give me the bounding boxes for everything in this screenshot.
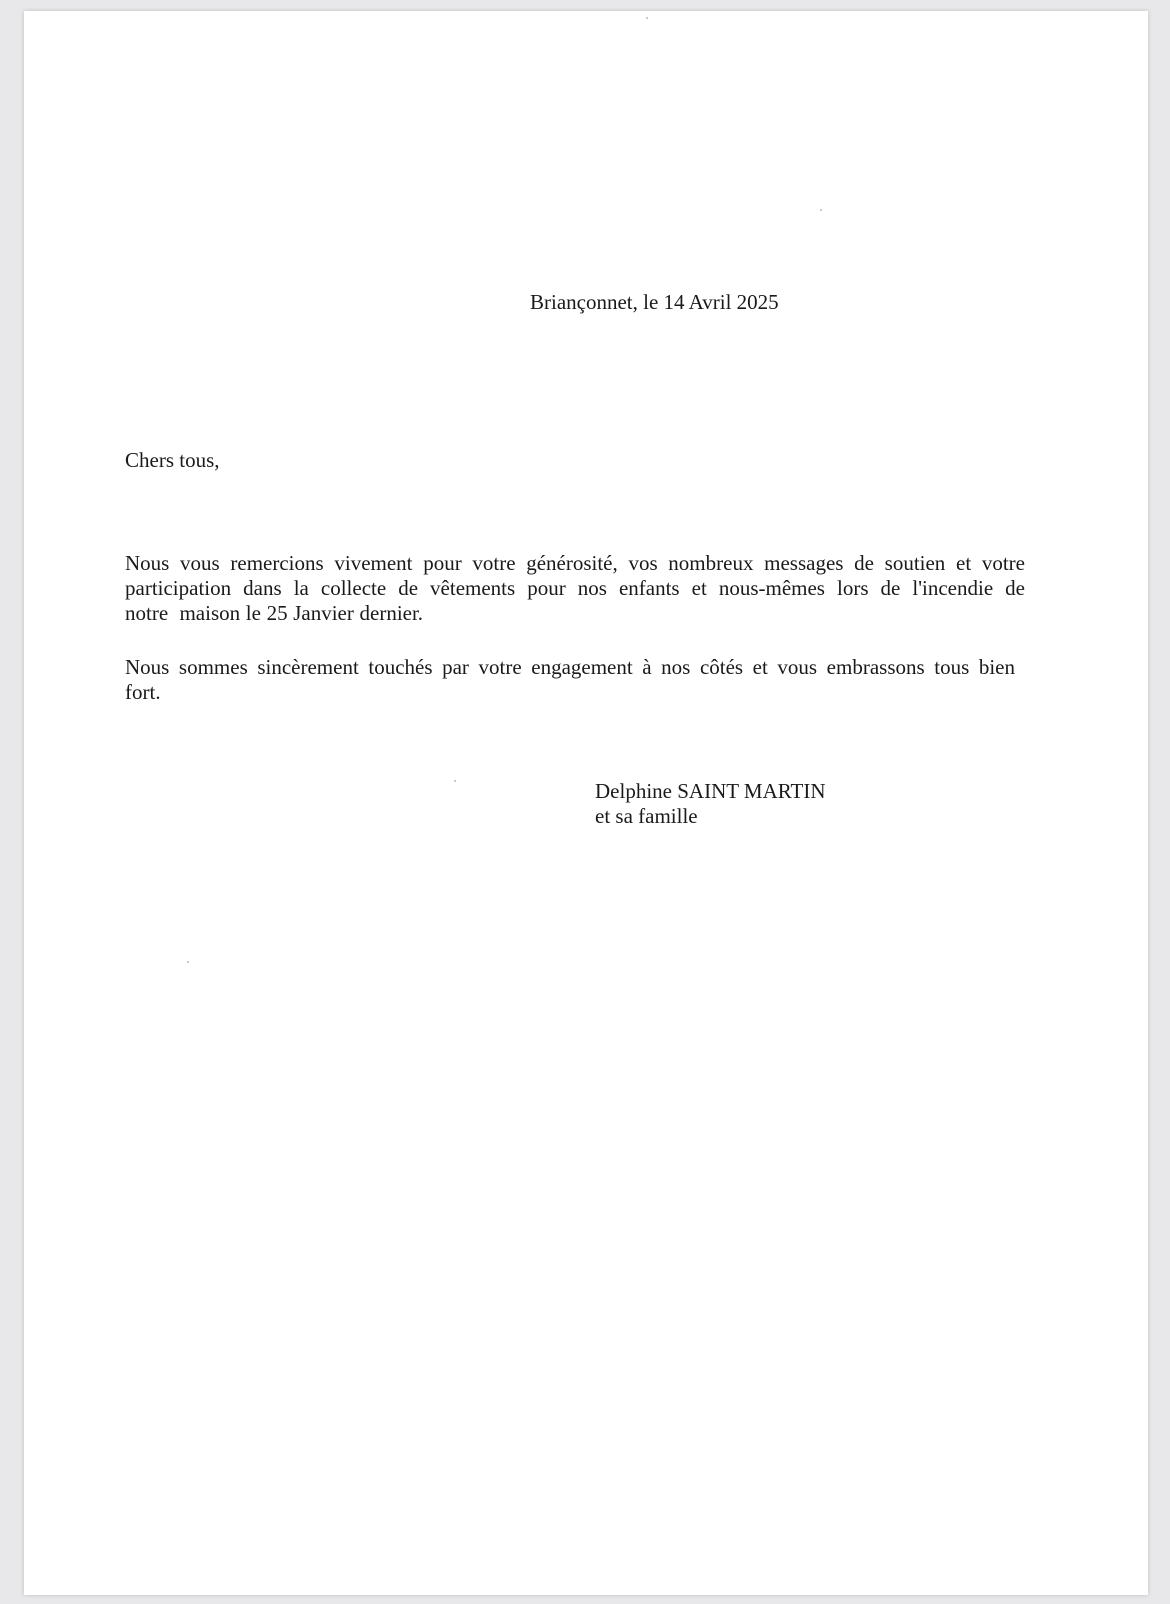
- signature-name: Delphine SAINT MARTIN: [595, 779, 826, 803]
- letter-paragraph-closing: [125, 655, 1015, 705]
- scan-speck: [187, 961, 189, 963]
- letter-paragraph-thanks: [125, 551, 1025, 626]
- letter-salutation: Chers tous,: [125, 448, 220, 472]
- paragraph-line: participation dans la collecte de vêtements pour nos enfants et nous-mêmes lors de l'incendie de: [125, 576, 1025, 600]
- signature-family: et sa famille: [595, 804, 698, 828]
- paragraph-line: fort.: [125, 680, 161, 704]
- scan-speck: [454, 780, 456, 782]
- letter-signature: [595, 779, 826, 829]
- paragraph-line: notre maison le 25 Janvier dernier.: [125, 601, 424, 625]
- scan-speck: [820, 209, 822, 211]
- scan-speck: [646, 17, 648, 19]
- letter-page: [24, 11, 1148, 1595]
- letter-place-date: Briançonnet, le 14 Avril 2025: [530, 290, 779, 314]
- paragraph-line: Nous sommes sincèrement touchés par votre engagement à nos côtés et vous embrassons tous bien: [125, 655, 1015, 679]
- paragraph-line: Nous vous remercions vivement pour votre générosité, vos nombreux messages de soutien et votre: [125, 551, 1025, 575]
